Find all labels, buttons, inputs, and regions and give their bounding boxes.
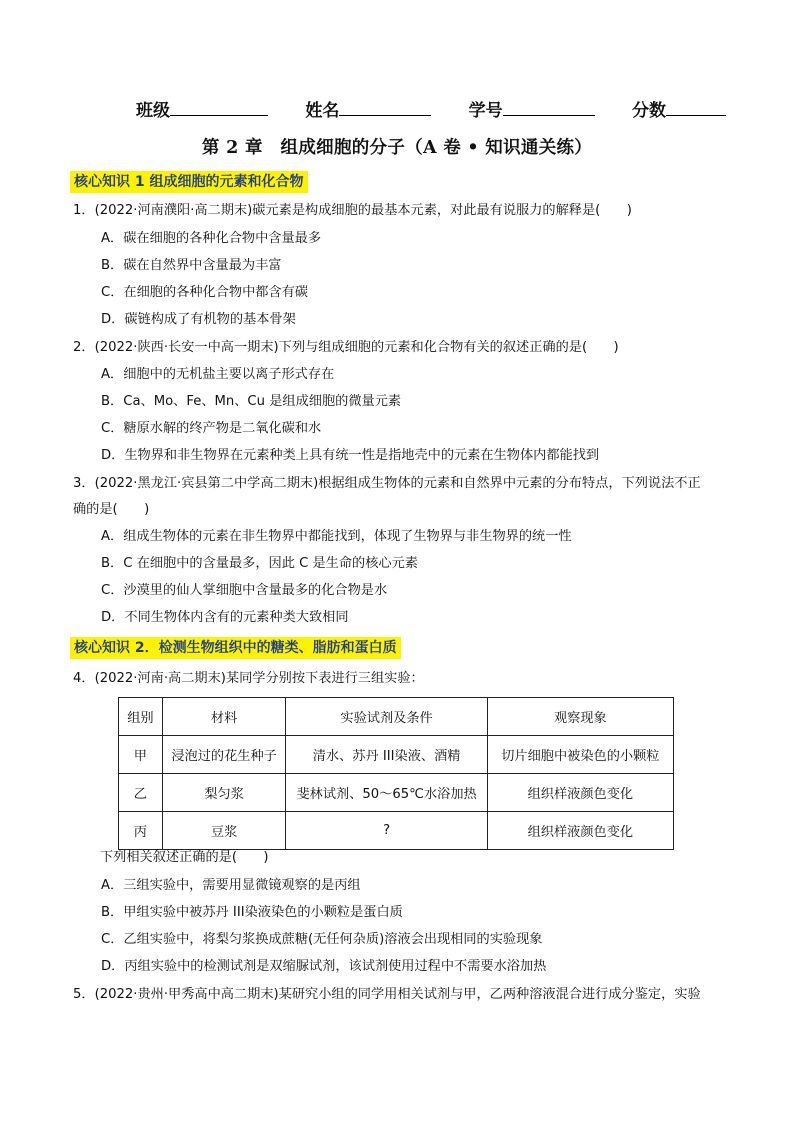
question-5-stem: 5．(2022·贵州·甲秀高中高二期末)某研究小组的同学用相关试剂与甲，乙两种溶液混合进行成分鉴定，实验 <box>73 987 701 1002</box>
question-1-stem: 1．(2022·河南濮阳·高二期末)碳元素是构成细胞的最基本元素，对此最有说服力的解释是( ) <box>73 203 632 218</box>
table-cell: 斐林试剂、50～65℃水浴加热 <box>286 774 487 812</box>
table-header-cell: 组别 <box>119 698 163 736</box>
table-header-cell: 材料 <box>162 698 286 736</box>
question-3-stem-line-2: 确的是( ) <box>73 502 150 517</box>
table-row <box>119 736 674 774</box>
question-1-option-c[interactable]: C．在细胞的各种化合物中都含有碳 <box>101 285 309 300</box>
question-3-stem-line-1: 3．(2022·黑龙江·宾县第二中学高二期末)根据组成生物体的元素和自然界中元素的分布特点，下列说法不正 <box>73 476 701 491</box>
table-cell: ? <box>286 812 487 850</box>
table-header-row <box>119 698 674 736</box>
section-banner-2: 核心知识 2．检测生物组织中的糖类、脂肪和蛋白质 <box>70 637 401 659</box>
question-1-option-d[interactable]: D．碳链构成了有机物的基本骨架 <box>101 312 296 327</box>
question-3-option-b[interactable]: B．C 在细胞中的含量最多，因此 C 是生命的核心元素 <box>101 556 418 571</box>
score-field[interactable]: 分数 <box>632 96 726 121</box>
question-3-option-a[interactable]: A．组成生物体的元素在非生物界中都能找到，体现了生物界与非生物界的统一性 <box>101 529 572 544</box>
table-row <box>119 812 674 850</box>
question-2-option-d[interactable]: D．生物界和非生物界在元素种类上具有统一性是指地壳中的元素在生物体内都能找到 <box>101 448 600 463</box>
table-cell: 浸泡过的花生种子 <box>162 736 286 774</box>
table-cell: 乙 <box>119 774 163 812</box>
question-4-stem: 4．(2022·河南·高二期末)某同学分别按下表进行三组实验： <box>73 671 424 686</box>
name-field[interactable]: 姓名 <box>305 96 431 121</box>
question-4-option-c[interactable]: C．乙组实验中，将梨匀浆换成蔗糖(无任何杂质)溶液会出现相同的实验现象 <box>101 932 543 947</box>
question-3-option-d[interactable]: D．不同生物体内含有的元素种类大致相同 <box>101 610 349 625</box>
question-2-stem: 2．(2022·陕西·长安一中高一期末)下列与组成细胞的元素和化合物有关的叙述正确的是( ) <box>73 340 619 355</box>
question-2-option-c[interactable]: C．糖原水解的终产物是二氧化碳和水 <box>101 421 322 436</box>
question-2-option-b[interactable]: B．Ca、Mo、Fe、Mn、Cu 是组成细胞的微量元素 <box>101 394 402 409</box>
table-cell: 清水、苏丹 III染液、酒精 <box>286 736 487 774</box>
experiment-table <box>118 697 674 850</box>
table-cell: 丙 <box>119 812 163 850</box>
table-cell: 甲 <box>119 736 163 774</box>
table-cell: 豆浆 <box>162 812 286 850</box>
student-id-field[interactable]: 学号 <box>469 96 595 121</box>
class-field[interactable]: 班级 <box>136 96 268 121</box>
table-header-cell: 观察现象 <box>487 698 673 736</box>
table-cell: 梨匀浆 <box>162 774 286 812</box>
question-1-option-b[interactable]: B．碳在自然界中含量最为丰富 <box>101 258 282 273</box>
question-1-option-a[interactable]: A．碳在细胞的各种化合物中含量最多 <box>101 231 322 246</box>
page-title: 第 2 章 组成细胞的分子（A 卷 • 知识通关练） <box>201 138 593 158</box>
question-4-prompt: 下列相关叙述正确的是( ) <box>100 850 269 865</box>
table-cell: 组织样液颜色变化 <box>487 812 673 850</box>
question-4-option-b[interactable]: B．甲组实验中被苏丹 III染液染色的小颗粒是蛋白质 <box>101 905 403 920</box>
table-cell: 切片细胞中被染色的小颗粒 <box>487 736 673 774</box>
section-banner-1: 核心知识 1 组成细胞的元素和化合物 <box>70 171 308 193</box>
question-4-option-a[interactable]: A．三组实验中，需要用显微镜观察的是丙组 <box>101 878 361 893</box>
table-header-cell: 实验试剂及条件 <box>286 698 487 736</box>
question-4-option-d[interactable]: D．丙组实验中的检测试剂是双缩脲试剂，该试剂使用过程中不需要水浴加热 <box>101 959 547 974</box>
student-info-fields <box>136 96 726 121</box>
table-cell: 组织样液颜色变化 <box>487 774 673 812</box>
question-2-option-a[interactable]: A．细胞中的无机盐主要以离子形式存在 <box>101 367 335 382</box>
table-row <box>119 774 674 812</box>
question-3-option-c[interactable]: C．沙漠里的仙人掌细胞中含量最多的化合物是水 <box>101 583 388 598</box>
